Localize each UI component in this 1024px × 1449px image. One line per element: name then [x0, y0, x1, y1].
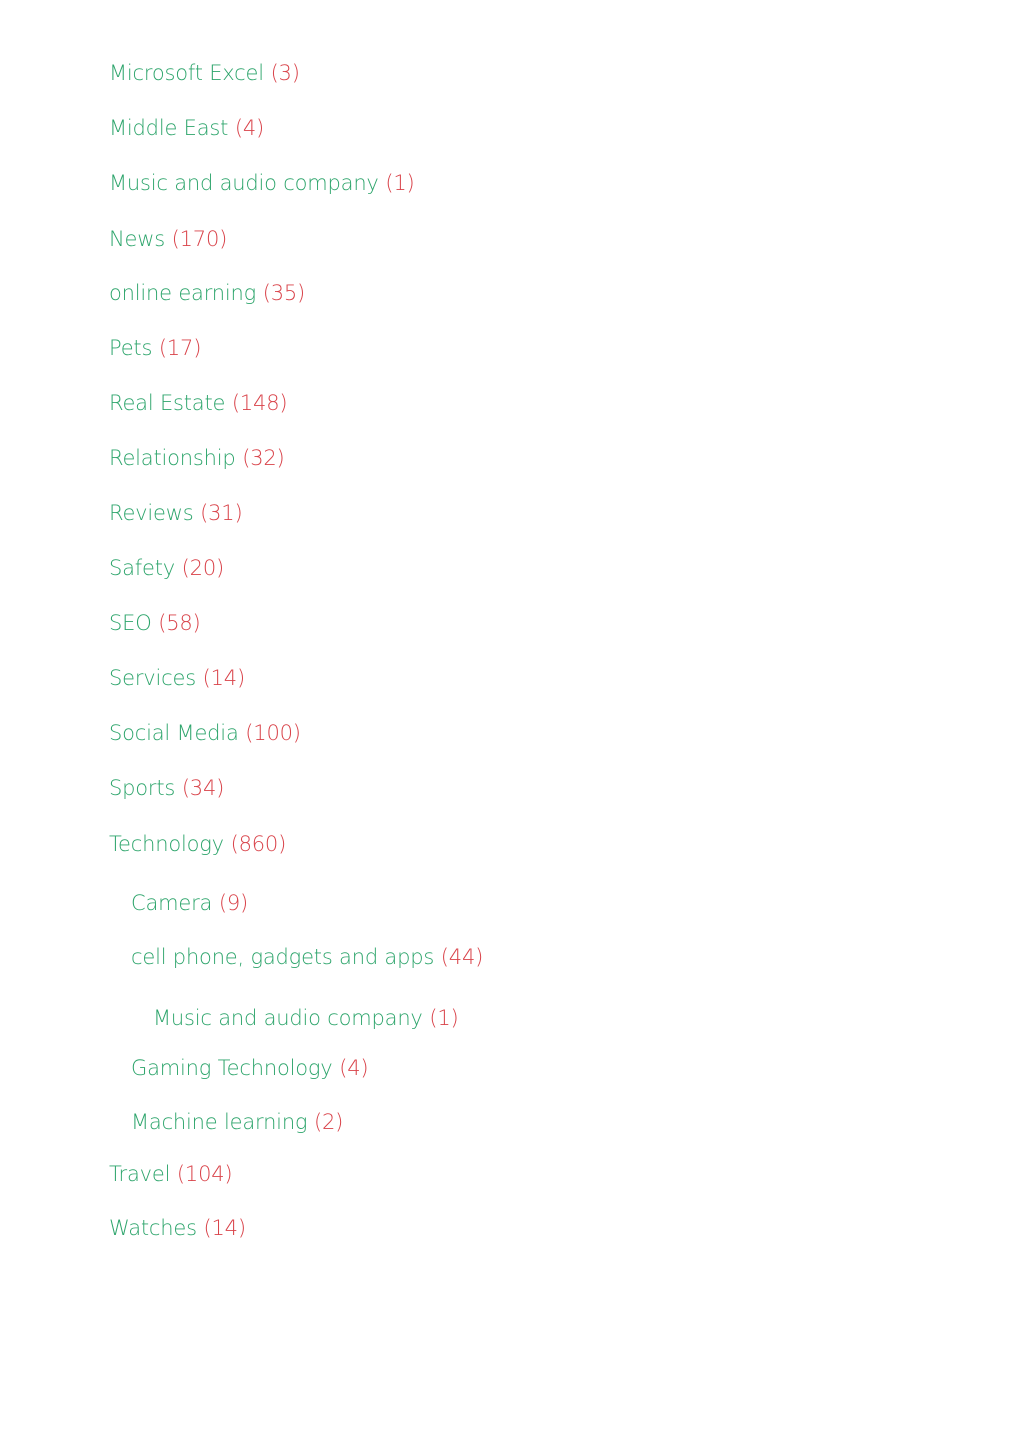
- category-item: [109, 778, 224, 799]
- category-link[interactable]: Music and audio company: [153, 1006, 423, 1030]
- category-link[interactable]: News: [109, 227, 165, 251]
- category-count: (2): [314, 1110, 344, 1134]
- category-link[interactable]: Microsoft Excel: [109, 61, 264, 85]
- category-count: (44): [440, 945, 484, 969]
- category-link[interactable]: cell phone, gadgets and apps: [131, 945, 435, 969]
- category-item: [109, 283, 305, 304]
- category-item: [109, 229, 227, 250]
- category-count: (14): [202, 666, 245, 690]
- category-link[interactable]: Middle East: [109, 116, 229, 140]
- category-item: [109, 613, 201, 634]
- category-link[interactable]: Watches: [109, 1216, 197, 1240]
- category-item: [153, 1008, 459, 1029]
- category-count: (35): [262, 281, 306, 305]
- category-count: (14): [203, 1216, 246, 1240]
- category-item: [109, 118, 264, 139]
- category-count: (1): [429, 1006, 459, 1030]
- category-count: (3): [270, 61, 300, 85]
- category-item: [131, 1058, 368, 1079]
- category-count: (58): [158, 611, 201, 635]
- category-link[interactable]: Reviews: [109, 501, 194, 525]
- category-item: [131, 893, 248, 914]
- category-item: [131, 1112, 343, 1133]
- category-count: (860): [230, 832, 287, 856]
- category-count: (9): [218, 891, 249, 915]
- category-count: (1): [385, 171, 415, 195]
- category-link[interactable]: Services: [109, 666, 196, 690]
- category-item: [109, 393, 287, 414]
- category-link[interactable]: Relationship: [109, 446, 236, 470]
- category-count: (148): [231, 391, 288, 415]
- category-link[interactable]: Gaming Technology: [131, 1056, 333, 1080]
- category-count: (100): [245, 721, 301, 745]
- category-count: (170): [171, 227, 228, 251]
- category-item: [109, 503, 242, 524]
- category-item: [109, 173, 415, 194]
- category-link[interactable]: Technology: [109, 832, 224, 856]
- category-link[interactable]: Real Estate: [109, 391, 226, 415]
- category-link[interactable]: Pets: [109, 336, 153, 360]
- category-count: (4): [339, 1056, 369, 1080]
- category-item: [109, 834, 286, 855]
- category-item: [109, 63, 300, 84]
- category-count: (20): [181, 556, 224, 580]
- category-item: [109, 1164, 232, 1185]
- category-link[interactable]: Travel: [109, 1162, 171, 1186]
- category-count: (104): [176, 1162, 233, 1186]
- category-item: [109, 1218, 246, 1239]
- category-count: (31): [200, 501, 243, 525]
- category-count: (32): [242, 446, 285, 470]
- category-link[interactable]: Social Media: [109, 721, 239, 745]
- category-item: [109, 668, 245, 689]
- category-link[interactable]: Music and audio company: [109, 171, 379, 195]
- category-link[interactable]: Sports: [109, 776, 176, 800]
- category-link[interactable]: Camera: [131, 891, 213, 915]
- category-link[interactable]: online earning: [109, 281, 257, 305]
- category-link[interactable]: Safety: [109, 556, 175, 580]
- category-count: (17): [158, 336, 202, 360]
- category-count: (34): [181, 776, 225, 800]
- category-link[interactable]: SEO: [109, 611, 152, 635]
- category-item: [109, 723, 301, 744]
- category-item: [109, 558, 224, 579]
- category-link[interactable]: Machine learning: [131, 1110, 308, 1134]
- category-item: [109, 338, 201, 359]
- category-count: (4): [234, 116, 264, 140]
- category-item: [109, 448, 285, 469]
- category-item: [131, 947, 483, 968]
